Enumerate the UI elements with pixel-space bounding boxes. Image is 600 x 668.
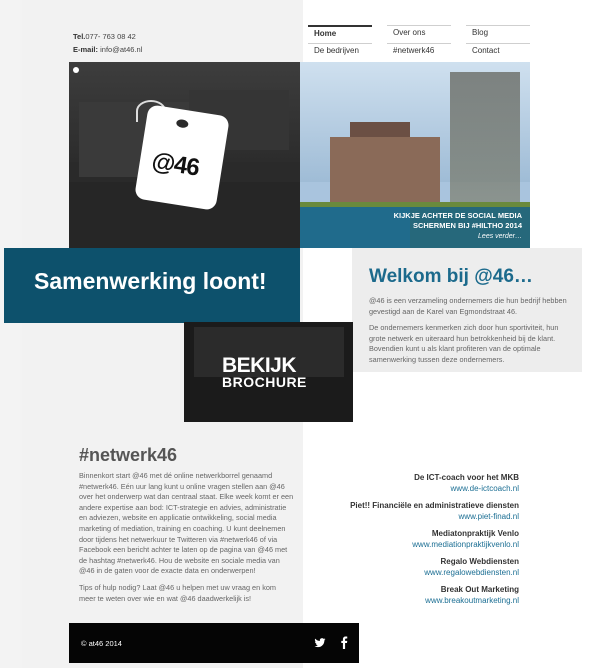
brochure-line-2: BROCHURE [222, 374, 307, 390]
partner-link[interactable]: www.mediationpraktijkvenlo.nl [412, 540, 519, 549]
banner [4, 248, 300, 323]
contact-phone: Tel.077- 763 08 42 [73, 32, 136, 41]
logo-tag-text: @46 [149, 147, 201, 182]
partner-link[interactable]: www.piet-finad.nl [458, 512, 519, 521]
caption-line-2: SCHERMEN BIJ #HILTHO 2014 [412, 221, 522, 230]
partners-list [310, 472, 519, 612]
partner-link[interactable]: www.de-ictcoach.nl [450, 484, 519, 493]
partner-link[interactable]: www.regalowebdiensten.nl [424, 568, 519, 577]
netwerk-section [79, 445, 294, 610]
nav-blog[interactable]: Blog [466, 25, 530, 39]
nav-netwerk46[interactable]: #netwerk46 [387, 43, 451, 57]
slider-dot[interactable] [73, 67, 79, 73]
netwerk-title: #netwerk46 [79, 445, 178, 465]
partner-item [310, 556, 519, 578]
brochure-button[interactable] [184, 322, 353, 422]
partner-name: Mediatonpraktijk Venlo [431, 529, 519, 538]
facebook-icon[interactable] [339, 636, 349, 649]
email-link[interactable]: info@at46.nl [100, 45, 143, 54]
hero-caption[interactable] [300, 207, 530, 248]
partner-name: Regalo Webdiensten [440, 557, 519, 566]
nav-home[interactable]: Home [308, 25, 372, 39]
netwerk-paragraph-1: Binnenkort start @46 met dé online netwerkborrel genaamd #netwerk46. Eén uur lang kunt u online vragen stellen aan @46 over het onderwerp wat dan centraal staat. Elke week komt er een andere expertise aan bod: ICT-strategie en advies, administratie en adviezen, website en applicatie ontwikkeling, social media marketing of mediation, training en coaching. U kunt deelnemen door tijdens het netwerkuur te Twitteren via #netwerk46 of via Facebook een bericht achter te laten op de pagina van @46 met de hashtag #netwerk46. Hou de website en sociale media van @46 in de gaten voor de exacte data en onderwerpen! [79, 471, 294, 576]
left-strip [0, 0, 22, 668]
hero-image-right[interactable] [300, 62, 530, 248]
nav-de-bedrijven[interactable]: De bedrijven [308, 43, 372, 57]
read-more-link[interactable]: Lees verder… [478, 233, 522, 240]
partner-name: Break Out Marketing [440, 585, 519, 594]
partner-link[interactable]: www.breakoutmarketing.nl [425, 596, 519, 605]
contact-email: E-mail: info@at46.nl [73, 45, 143, 54]
netwerk-paragraph-2: Tips of hulp nodig? Laat @46 u helpen met uw vraag en kom meer te weten over wie en wat @46 daadwerkelijk is! [79, 582, 276, 603]
welcome-title: Welkom bij @46… [369, 266, 533, 287]
partner-name: De ICT-coach voor het MKB [414, 473, 519, 482]
nav-contact[interactable]: Contact [466, 43, 530, 57]
welcome-paragraph-1: @46 is een verzameling ondernemers die hun bedrijf hebben gevestigd aan de Karel van Egmondstraat 46. [369, 296, 567, 316]
caption-line-1: KIJKJE ACHTER DE SOCIAL MEDIA [393, 211, 522, 220]
header-contact [73, 30, 142, 56]
logo-tag [134, 104, 230, 211]
brochure-line-1: BEKIJK [222, 354, 297, 377]
nav-over-ons[interactable]: Over ons [387, 25, 451, 39]
partner-item [310, 584, 519, 606]
twitter-icon[interactable] [314, 637, 326, 649]
banner-text: Samenwerking loont! [34, 268, 267, 294]
welcome-box [352, 248, 582, 372]
partner-item [310, 500, 519, 522]
partner-name: Piet!! Financiële en administratieve diensten [350, 501, 519, 510]
footer [69, 623, 359, 663]
partner-item [310, 472, 519, 494]
welcome-paragraph-2: De ondernemers kenmerken zich door hun sportiviteit, hun grote netwerk en uiteraard hun betrokkenheid bij de klant. Bovendien kunt u als klant profiteren van de optimale samenwerking tussen deze ondernemers. [369, 323, 559, 364]
partner-item [310, 528, 519, 550]
footer-copyright: © at46 2014 [81, 639, 122, 648]
